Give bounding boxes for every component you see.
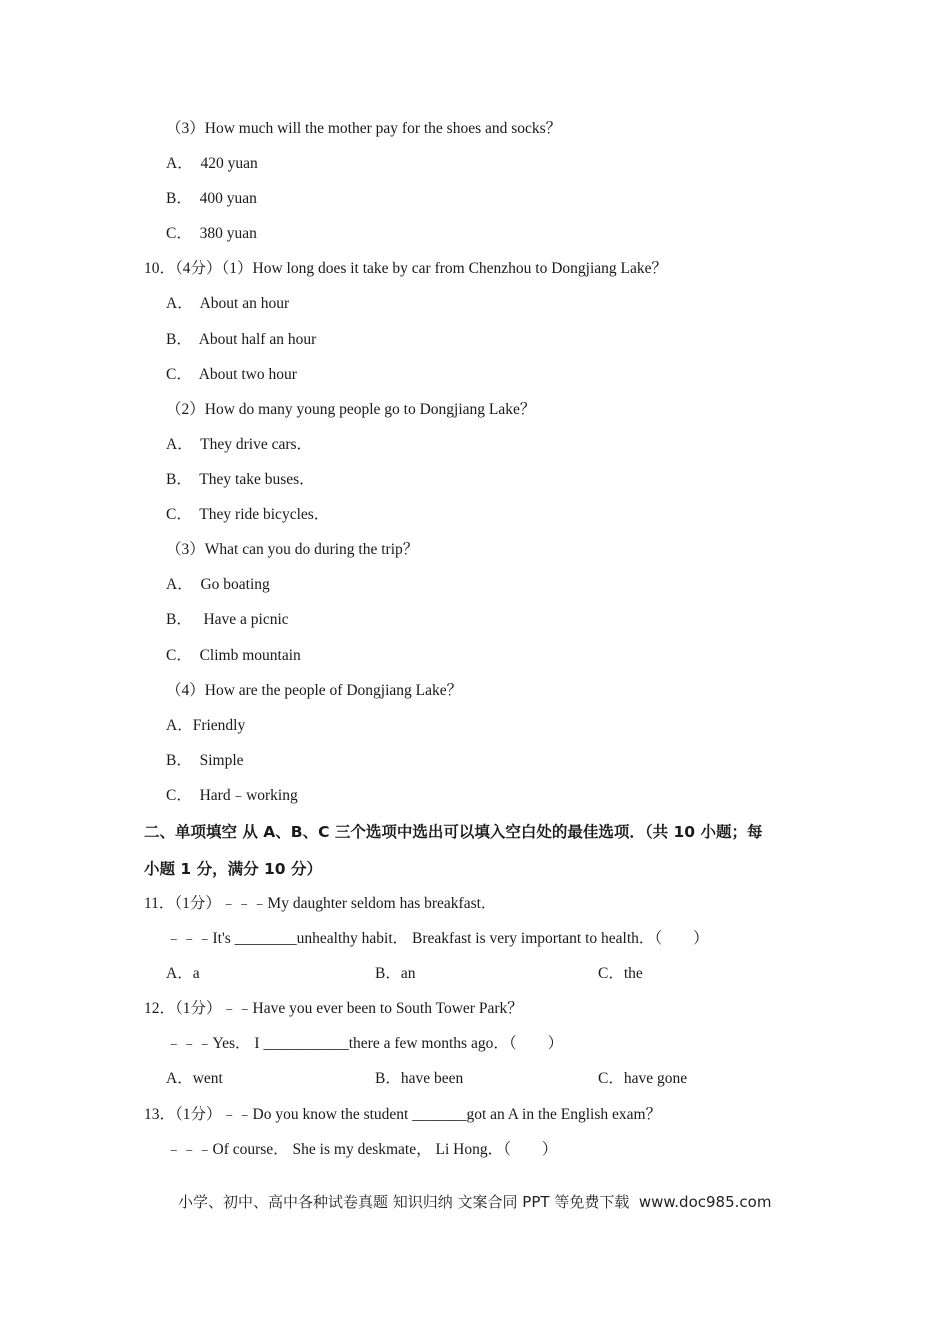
q12-option-a: A．went [166,1070,223,1087]
q12-option-b: B．have been [375,1070,464,1087]
q9-sub3-option-a: A． 420 yuan [166,155,258,172]
q11-line2: ﹣﹣﹣It's ________unhealthy habit． Breakfast is very important to health．（ ） [166,930,709,947]
q10-sub4-option-b: B． Simple [166,752,244,769]
q9-sub3-option-c: C． 380 yuan [166,225,257,242]
page-footer: 小学、初中、高中各种试卷真题 知识归纳 文案合同 PPT 等免费下载 www.doc985.com [178,1193,772,1211]
q11-option-b: B．an [375,965,416,982]
q12-option-c: C．have gone [598,1070,688,1087]
section2-heading-line1: 二、单项填空 从 A、B、C 三个选项中选出可以填入空白处的最佳选项．（共 10 小题；每 [144,823,763,841]
q10-sub4-option-c: C． Hard﹣working [166,787,298,804]
q10-sub2-option-a: A． They drive cars． [166,436,313,453]
q9-sub3-option-b: B． 400 yuan [166,190,257,207]
q10-sub3-option-a: A． Go boating [166,576,270,593]
q10-sub2-stem: （2）How do many young people go to Dongjiang Lake？ [166,401,536,418]
q12-line2: ﹣﹣﹣Yes． I ___________there a few months ago．（ ） [166,1035,564,1052]
q11-stem: 11．（1分）﹣﹣﹣My daughter seldom has breakfast． [144,895,497,912]
q11-option-c: C．the [598,965,643,982]
q10-sub4-option-a: A．Friendly [166,717,246,734]
q10-stem: 10．（4分）（1）How long does it take by car from Chenzhou to Dongjiang Lake？ [144,260,668,277]
q13-stem: 13．（1分）﹣﹣Do you know the student _______got an A in the English exam？ [144,1106,662,1123]
q10-sub3-option-c: C． Climb mountain [166,647,301,664]
q10-sub4-stem: （4）How are the people of Dongjiang Lake？ [166,682,463,699]
q9-sub3-stem: （3）How much will the mother pay for the shoes and socks？ [166,120,562,137]
q12-stem: 12．（1分）﹣﹣Have you ever been to South Tower Park？ [144,1000,523,1017]
q10-sub3-stem: （3）What can you do during the trip？ [166,541,419,558]
q10-sub3-option-b: B． Have a picnic [166,611,289,628]
q10-sub1-option-b: B． About half an hour [166,331,317,348]
q10-sub1-option-c: C． About two hour [166,366,297,383]
q10-sub1-option-a: A． About an hour [166,295,290,312]
section2-heading-line2: 小题 1 分，满分 10 分） [144,860,322,878]
q13-line2: ﹣﹣﹣Of course． She is my deskmate， Li Hong．（ ） [166,1141,558,1158]
q11-option-a: A．a [166,965,200,982]
q10-sub2-option-b: B． They take buses． [166,471,315,488]
q10-sub2-option-c: C． They ride bicycles． [166,506,330,523]
